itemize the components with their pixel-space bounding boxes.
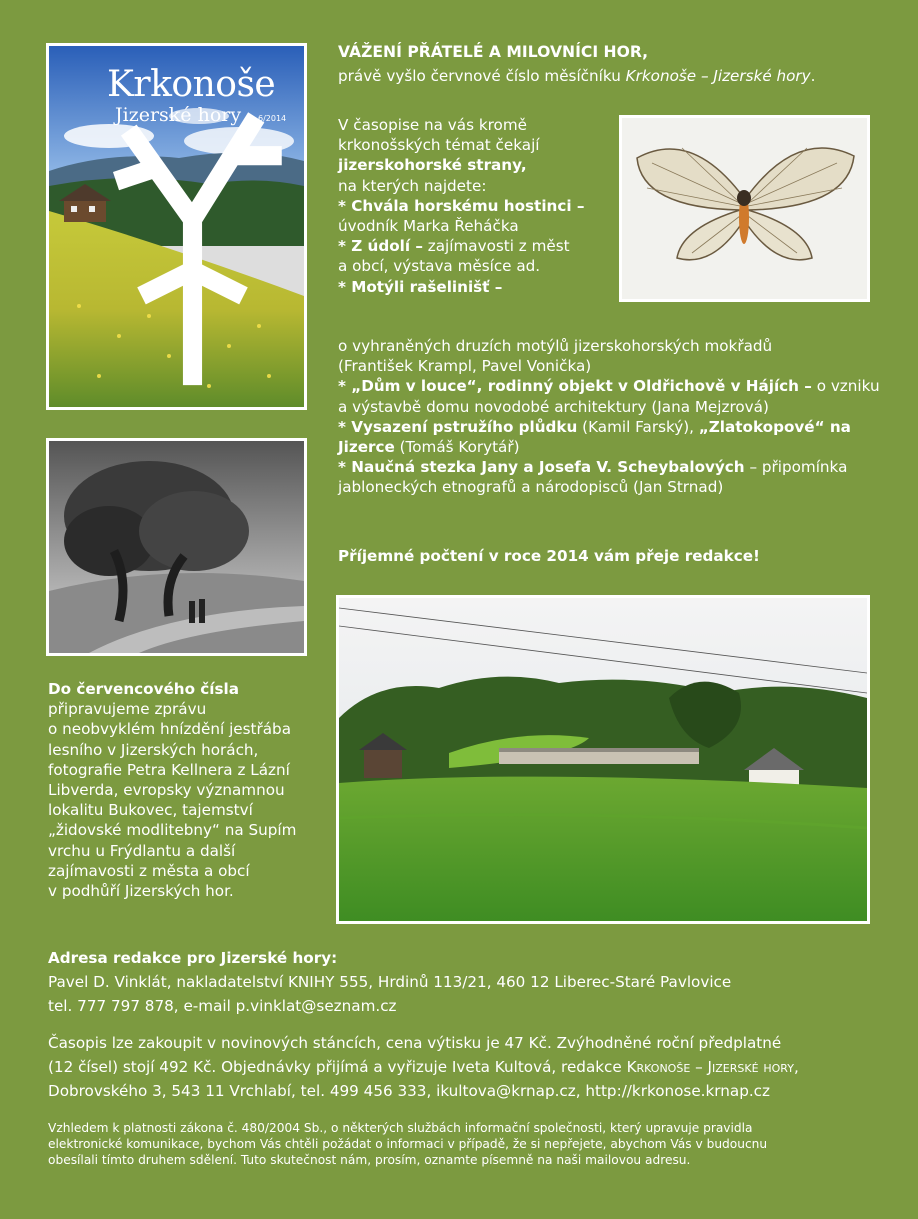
magazine-name-smallcaps: Krkonoše – Jizerské hory (626, 1058, 794, 1076)
article-item: * Vysazení pstružího plůdku (Kamil Farský), „Zlatokopové“ na (338, 417, 851, 436)
article-item: * Z údolí – zajímavosti z měst (338, 237, 570, 256)
purchase-info: Časopis lze zakoupit v novinových stáncích, cena výtisku je 47 Kč. Zvýhodněné roční předplatné (12 čísel) stojí 492 Kč. Objednávky přijímá a vyřizuje Iveta Kultová, redakce Krkonoše – Jizerské hory, Dobrovského 3, 543 11 Vrchlabí, tel. 499 456 333, ikultova@krnap.cz, http://krkonose.krnap.cz (48, 1031, 799, 1103)
article-list: o vyhraněných druzích motýlů jizerskohorských mokřadů (František Krampl, Pavel Vonička) * „Dům v louce“, rodinný objekt v Oldřichově v Hájích – o vzniku a výstavbě domu novodobé architektury (Jana Mejzrová) * Vysazení pstružího plůdku (Kamil Farský), „Zlatokopové“ na Jizerce (Tomáš Korytář) * Naučná stezka Jany a Josefa V. Scheybalových – připomínka jabloneckých etnografů a národopisců (Jan Strnad) (338, 337, 880, 497)
article-item: * Chvála horskému hostinci – (338, 196, 585, 215)
editorial-address: Adresa redakce pro Jizerské hory: Pavel D. Vinklát, nakladatelství KNIHY 555, Hrdinů 113/21, 460 12 Liberec-Staré Pavlovice tel. 777 797 878, e-mail p.vinklat@seznam.cz (48, 946, 731, 1018)
article-item: * Naučná stezka Jany a Josefa V. Scheybalových – připomínka (338, 458, 848, 477)
contact-links[interactable]: Dobrovského 3, 543 11 Vrchlabí, tel. 499 456 333, ikultova@krnap.cz, http://krkonose.krnap.cz (48, 1082, 771, 1100)
greeting-heading: VÁŽENÍ PŘÁTELÉ A MILOVNÍCI HOR, (338, 43, 649, 61)
article-item: * Motýli rašelinišť – (338, 277, 503, 296)
contact-line[interactable]: tel. 777 797 878, e-mail p.vinklat@seznam.cz (48, 997, 397, 1015)
cover-title: Krkonoše (107, 64, 276, 105)
magazine-name: Krkonoše – Jizerské hory (625, 67, 811, 85)
issue-announcement: právě vyšlo červnové číslo měsíčníku Krkonoše – Jizerské hory. (338, 67, 816, 85)
closing-wishes: Příjemné počtení v roce 2014 vám přeje redakce! (338, 547, 760, 565)
next-issue-title: Do červencového čísla (48, 680, 240, 698)
house-in-meadow-photo (336, 595, 870, 924)
legal-notice: Vzhledem k platnosti zákona č. 480/2004 Sb., o některých službách informační společnosti, který upravuje pravidla elektronické komunikace, bychom Vás chtěli požádat o informaci v případě, že si nepřejete, abychom Vás v budoucnu obesílali tímto druhem sdělení. Tuto skutečnost nám, prosím, oznamte písemně na naši mailovou adresu. (48, 1121, 768, 1167)
moth-butterfly-photo (619, 115, 870, 302)
magazine-cover-image (46, 43, 307, 410)
next-issue-preview: Do červencového čísla připravujeme zprávu o neobvyklém hnízdění jestřába lesního v Jizerských horách, fotografie Petra Kellnera z Lázní Libverda, evropsky významnou lokalitu Bukovec, tajemství „židovské modlitebny“ na Supím vrchu u Frýdlantu a další zajímavosti z města a obcí v podhůří Jizerských hor. (48, 680, 297, 901)
cover-subtitle: Jizerské hory (115, 104, 242, 126)
article-item: * „Dům v louce“, rodinný objekt v Oldřichově v Hájích – o vzniku (338, 377, 880, 396)
intro-text: V časopise na vás kromě krkonošských témat čekají jizerskohorské strany, na kterých najdete: * Chvála horskému hostinci – úvodník Marka Řeháčka * Z údolí – zajímavosti z měst a obcí, výstava měsíce ad. * Motýli rašelinišť – (338, 116, 585, 296)
black-and-white-tree-photo (46, 438, 307, 656)
cover-issue-number: 6/2014 (258, 114, 287, 123)
address-title: Adresa redakce pro Jizerské hory: (48, 949, 338, 967)
